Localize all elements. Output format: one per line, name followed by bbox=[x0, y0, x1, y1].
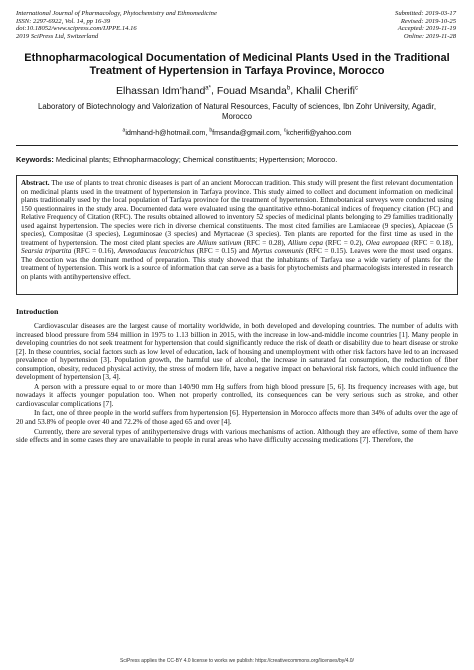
keywords bbox=[16, 155, 458, 164]
paragraph: In fact, one of three people in the world suffers from hypertension [6]. Hypertension in Morocco affects more than 34% of adults over the age of 20 and 53.8% of people over 40 and 72.2% of those aged 65 and over [4]. bbox=[16, 408, 458, 427]
section-heading-introduction: Introduction bbox=[16, 307, 59, 316]
email-3[interactable]: $^c$kcherifi@yahoo.com bbox=[283, 128, 352, 138]
divider bbox=[16, 145, 458, 146]
license-footer: SciPress applies the CC-BY 4.0 license to works we publish: https://creativecommons.org/licenses/by/4.0/ bbox=[120, 658, 354, 664]
journal-header-left bbox=[16, 10, 217, 40]
author-1: Elhassan Idm’hand$^{a*}$ bbox=[115, 84, 211, 97]
paragraph: Cardiovascular diseases are the largest cause of mortality worldwide, in both developed and developing countries. The number of adults with increased blood pressure from 594 million in 1975 to 1.13 billion in 2015, with the increase in low-and-middle income countries [1]. Many people in developing countries do not seek treatment for hypertension that could significantly reduce the risk of death or disability due to heart disease or stroke [2]. In these countries, social factors such as low level of education, lack of housing and unemployment with other risk factors have led to an increased prevalence of hypertension [3]. Population growth, the harmful use of alcohol, the increase in saturated fat consumption, the reduction of fiber consumption, obesity, reduced physical activity, the stress of modern life, have a negative impact on behavioral risk factors, which could influence the development of hypertension [3, 4]. bbox=[16, 322, 458, 382]
abstract-label: Abstract. bbox=[21, 179, 50, 187]
email-2[interactable]: $^b$fmsanda@gmail.com, bbox=[209, 128, 282, 138]
date-revised: Revised: 2019-10-25 bbox=[400, 17, 456, 25]
introduction-body bbox=[16, 322, 458, 652]
abstract: Abstract. The use of plants to treat chronic diseases is part of an ancient Moroccan tradition. This study will present the first relevant documentation on medicinal plants used in the treatment of hypertension in Tarfaya province. This study aimed to collect and document information on medicinal plants traditionally used by the local population of Tarfaya province for the treatment of hypertension. Ethnobotanical surveys were conducted using 150 questionnaires in the study area. Documented data were evaluated using the quantitative ethno-botanical indices of frequency citation (FC) and Relative Frequency of Citation (RFC). The results obtained allowed to inventory 52 species of medicinal plants belonging to 29 families traditionally used against hypertension. The species were rich in diverse chemical constituents. The most cited families are Lamiaceae (9 species), Apiaceae (5 species), Compositae (3 species), Leguminosae (3 species) and Myrtaceae (3 species). Ten plants are reported for the first time as used in the treatment of hypertension. The most cited plant species are Allium sativum (RFC = 0.28), Allium cepa (RFC = 0.2), Olea europaea (RFC = 0.18), Searsia tripartita (RFC = 0.16), Ammodaucus leucotrichus (RFC = 0.15) and Myrtus communis (RFC = 0.15). Leaves were the most used organs. The decoction was the dominant method of preparation. This study showed that the inhabitants of Tarfaya use a wide variety of plants for the treatment of hypertension. This work is a source of information that can serve as a basis for phytochemists and pharmacologists interested in research on plants with antihypertensive effect. bbox=[16, 175, 458, 295]
journal-doi: doi:10.18052/www.scipress.com/IJPPE.14.16 bbox=[16, 25, 137, 33]
email-1[interactable]: $^a$idmhand-h@hotmail.com, bbox=[122, 128, 208, 138]
date-accepted: Accepted: 2019-11-19 bbox=[397, 25, 456, 33]
keywords-text: Medicinal plants; Ethnopharmacology; Chemical constituents; Hypertension; Morocco. bbox=[55, 155, 338, 164]
author-list: Elhassan Idm’hand$^{a*}$, Fouad Msanda$^b$, Khalil Cherifi$^c$ bbox=[115, 84, 358, 97]
journal-header-right bbox=[395, 10, 456, 40]
paper-title: Ethnopharmacological Documentation of Medicinal Plants Used in the Traditional Treatment of Hypertension in Tarfaya Province, Morocco bbox=[24, 52, 450, 77]
paragraph: Currently, there are several types of antihypertensive drugs with various mechanisms of action. Although they are effective, some of them have side effects and in some cases they are unavailable to people in rural areas who have difficulty accessing medications [7]. Therefore, the bbox=[16, 426, 458, 445]
journal-issn: ISSN: 2297-6922, Vol. 14, pp 16-39 bbox=[16, 17, 111, 25]
date-online: Online: 2019-11-28 bbox=[403, 32, 456, 40]
author-2: Fouad Msanda$^b$ bbox=[216, 84, 291, 97]
date-submitted: Submitted: 2019-03-17 bbox=[395, 10, 456, 17]
keywords-label: Keywords: bbox=[16, 155, 54, 164]
author-emails bbox=[20, 127, 454, 137]
journal-copyright: 2019 SciPress Ltd, Switzerland bbox=[16, 32, 99, 40]
journal-name: International Journal of Pharmacology, Phytochemistry and Ethnomedicine bbox=[16, 10, 217, 17]
author-affiliation: Laboratory of Biotechnology and Valorization of Natural Resources, Faculty of sciences, Ibn Zohr University, Agadir, Morocco bbox=[38, 102, 436, 121]
author-3: Khalil Cherifi$^c$ bbox=[296, 84, 358, 97]
paragraph: A person with a pressure equal to or more than 140/90 mm Hg suffers from high blood pressure [5, 6]. Its frequency increases with age, but nowadays it affects younger population too. When not properly controlled, its consequences can be very serious such as stroke, and other cardiovascular complications [7]. bbox=[16, 381, 458, 408]
